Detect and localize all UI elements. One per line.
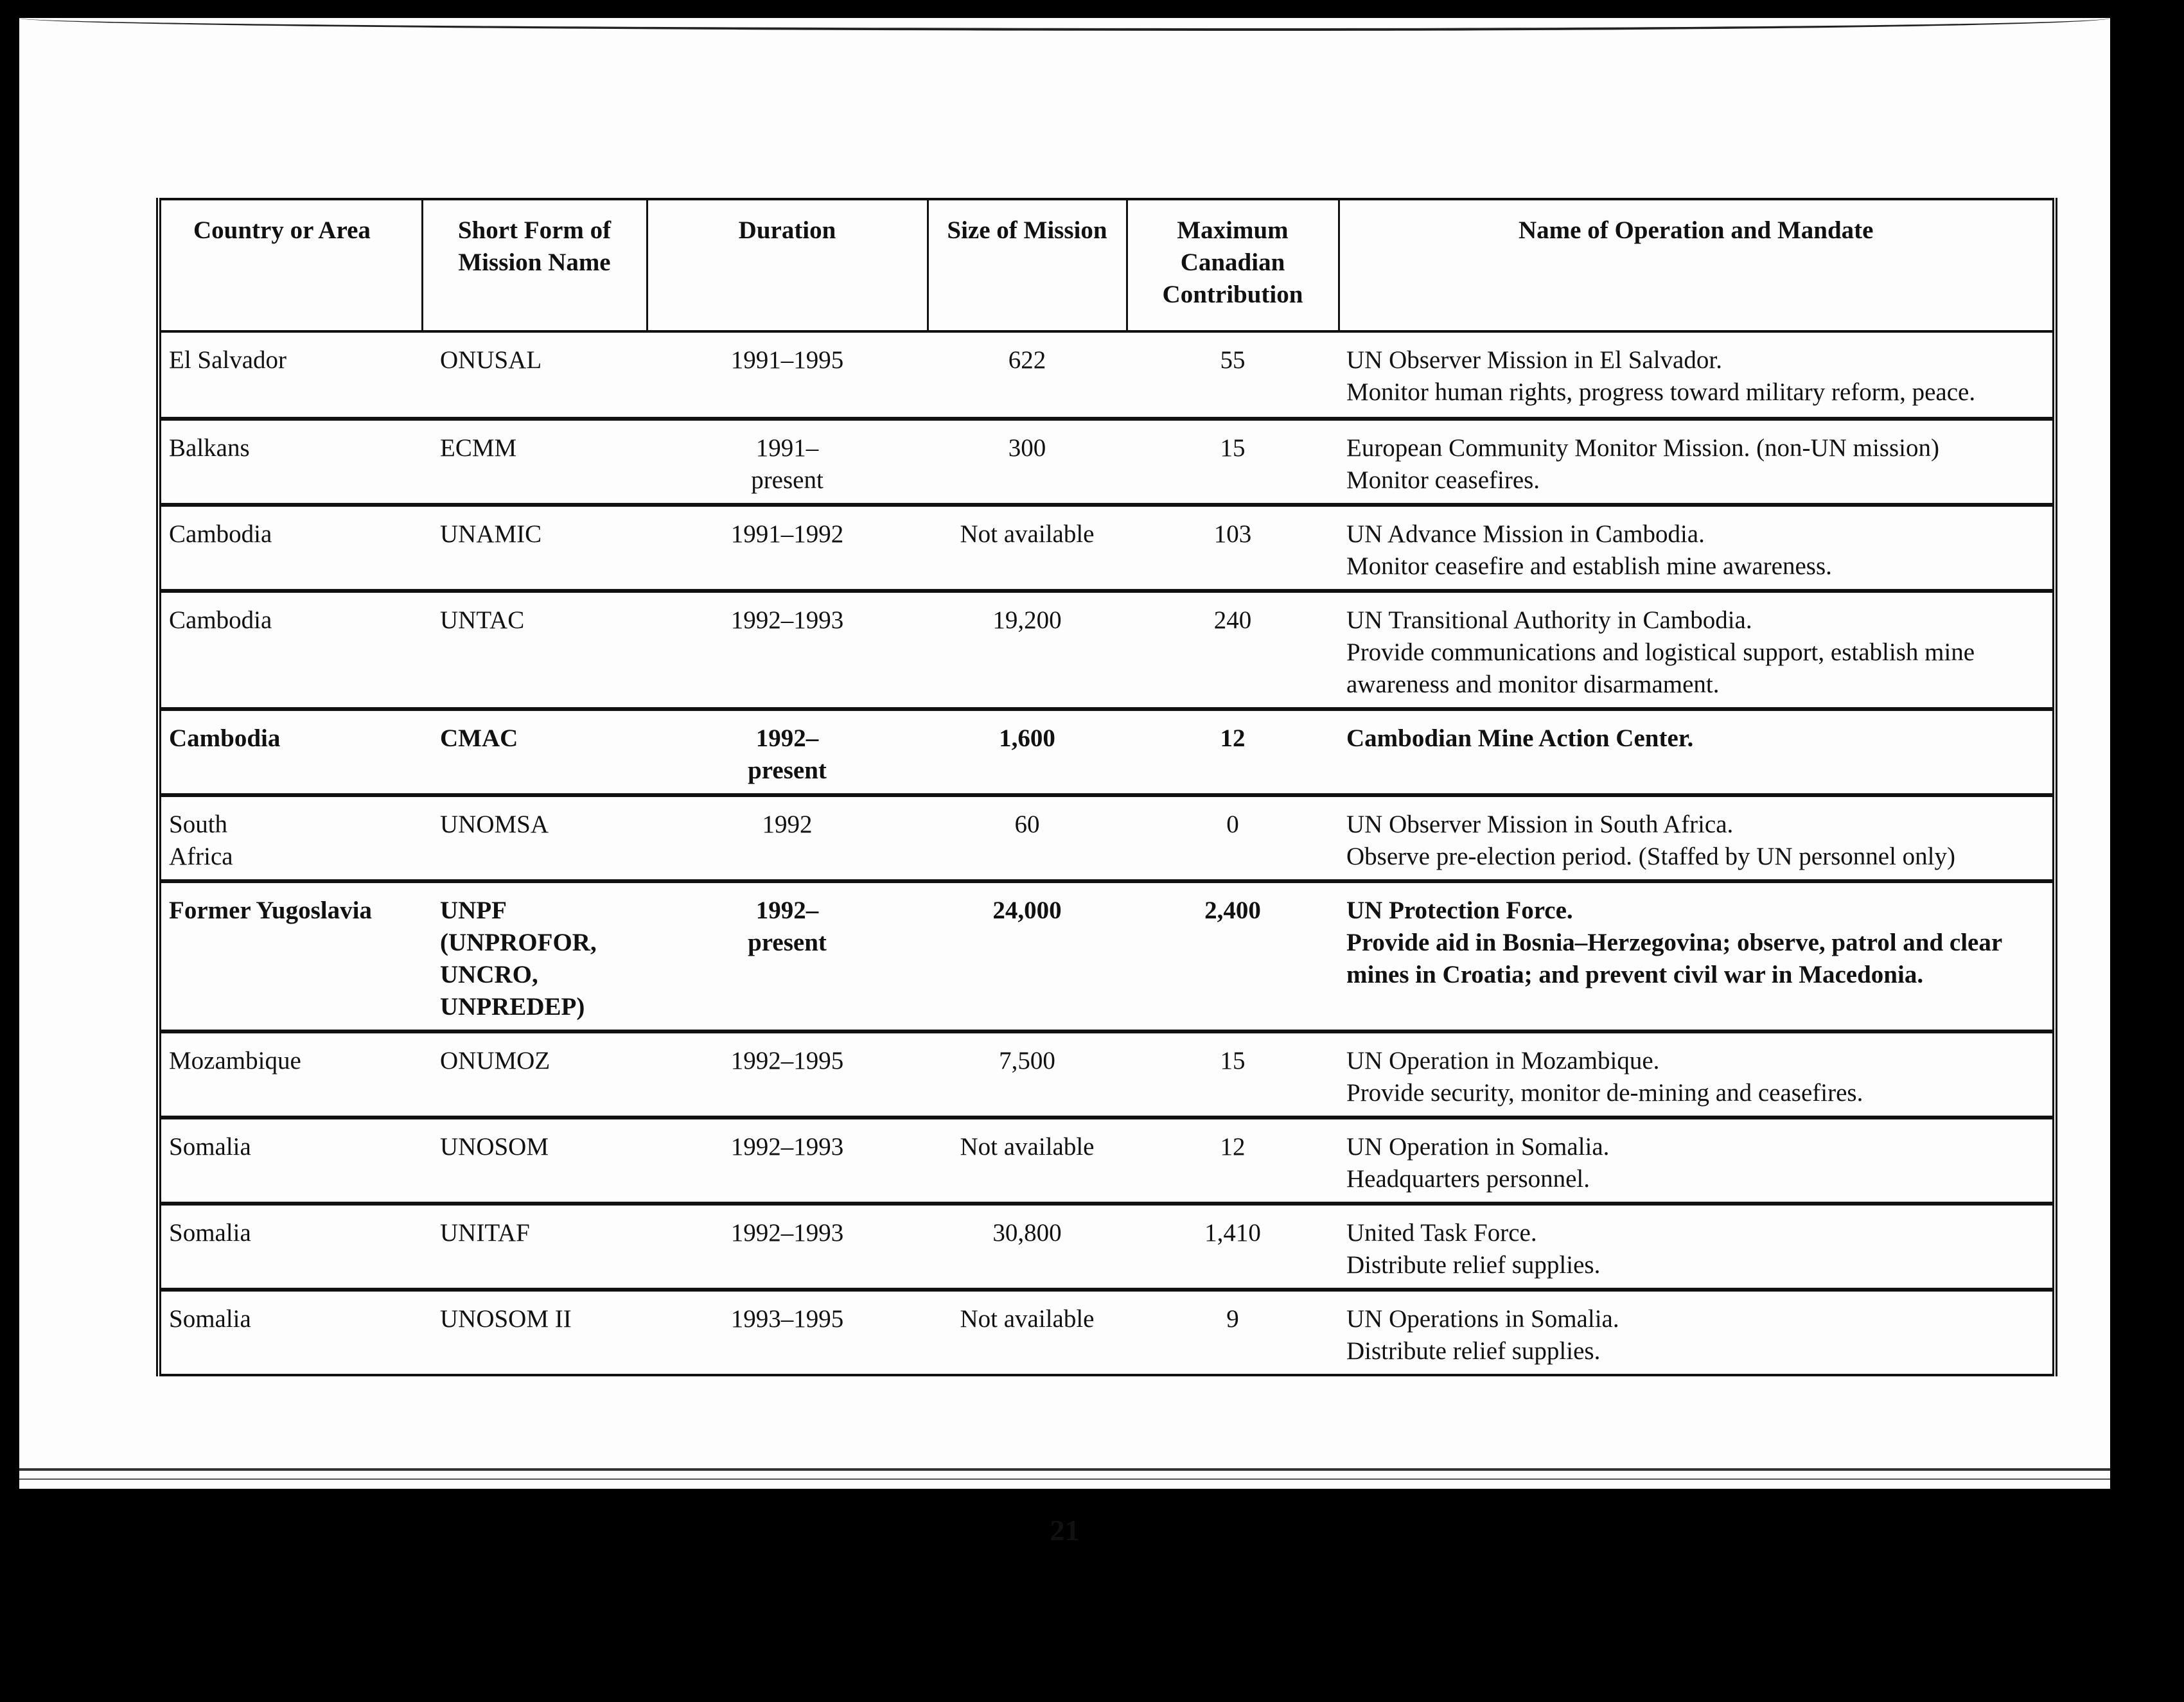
cell-duration: 1992 (762, 811, 813, 838)
operation-mandate: Monitor ceasefires. (1346, 466, 1540, 494)
table-row (159, 1031, 2055, 1118)
cell-duration: 1992–present (748, 897, 827, 956)
cell-short-form: UNOSOM (440, 1133, 549, 1161)
cell-duration: 1992–present (748, 724, 827, 784)
cell-duration: 1992–1993 (730, 1219, 844, 1247)
cell-country: Cambodia (169, 606, 272, 634)
cell-operation (1339, 1118, 2055, 1204)
cell-country: El Salvador (169, 346, 287, 374)
cell-max-contribution: 55 (1220, 346, 1246, 374)
operation-name: UN Observer Mission in El Salvador. (1346, 346, 1722, 374)
cell-operation (1339, 1290, 2055, 1375)
operation-name: UN Operations in Somalia. (1346, 1305, 1619, 1333)
cell-short-form: UNOMSA (440, 811, 549, 838)
page-bottom-edge (19, 1468, 2110, 1471)
cell-duration: 1991–present (751, 434, 823, 494)
operation-mandate: Monitor human rights, progress toward military reform, peace. (1346, 378, 1976, 406)
cell-short-form: CMAC (440, 724, 518, 752)
operation-name: UN Operation in Somalia. (1346, 1133, 1610, 1161)
operation-name: United Task Force. (1346, 1219, 1537, 1247)
cell-max-contribution: 9 (1226, 1305, 1239, 1333)
cell-country: Former Yugoslavia (169, 897, 372, 924)
cell-size: 19,200 (992, 606, 1062, 634)
cell-size: Not available (960, 1133, 1095, 1161)
table-row (159, 881, 2055, 1031)
cell-country: Cambodia (169, 724, 281, 752)
header-duration: Duration (647, 199, 928, 331)
document-page (19, 18, 2110, 1547)
table-row (159, 419, 2055, 505)
cell-max-contribution: 0 (1226, 811, 1239, 838)
operation-mandate: Provide communications and logistical support, establish mine awareness and monitor disarmament. (1346, 638, 1975, 698)
table-row (159, 591, 2055, 709)
table-row (159, 795, 2055, 881)
operation-name: European Community Monitor Mission. (non-UN mission) (1346, 434, 1939, 462)
cell-max-contribution: 2,400 (1204, 897, 1261, 924)
cell-country: Mozambique (169, 1047, 301, 1075)
cell-short-form: UNAMIC (440, 520, 542, 548)
cell-operation (1339, 1031, 2055, 1118)
cell-max-contribution: 15 (1220, 1047, 1246, 1075)
cell-size: 1,600 (999, 724, 1055, 752)
cell-country: Balkans (169, 434, 250, 462)
cell-country: South Africa (169, 811, 233, 870)
cell-size: Not available (960, 520, 1095, 548)
operation-mandate: Observe pre-election period. (Staffed by UN personnel only) (1346, 843, 1955, 870)
cell-duration: 1991–1992 (730, 520, 844, 548)
table-row (159, 1290, 2055, 1375)
cell-size: 24,000 (992, 897, 1062, 924)
table-row (159, 1118, 2055, 1204)
cell-size: Not available (960, 1305, 1095, 1333)
table-row (159, 505, 2055, 591)
cell-size: 300 (1008, 434, 1046, 462)
cell-short-form: UNOSOM II (440, 1305, 572, 1333)
cell-short-form: ECMM (440, 434, 517, 462)
cell-max-contribution: 240 (1213, 606, 1252, 634)
operation-mandate: Distribute relief supplies. (1346, 1251, 1601, 1279)
cell-max-contribution: 103 (1213, 520, 1252, 548)
page-number: 21 (1050, 1514, 1080, 1547)
cell-duration: 1992–1993 (730, 1133, 844, 1161)
cell-operation (1339, 419, 2055, 505)
cell-size: 30,800 (992, 1219, 1062, 1247)
cell-max-contribution: 12 (1220, 1133, 1246, 1161)
cell-size: 622 (1008, 346, 1046, 374)
cell-country: Somalia (169, 1305, 251, 1333)
cell-short-form: UNPF (UNPROFOR, UNCRO, UNPREDEP) (440, 897, 597, 1021)
cell-duration: 1992–1995 (730, 1047, 844, 1075)
cell-short-form: UNTAC (440, 606, 525, 634)
cell-operation (1339, 505, 2055, 591)
header-operation-mandate: Name of Operation and Mandate (1339, 199, 2055, 331)
cell-size: 60 (1014, 811, 1040, 838)
cell-country: Somalia (169, 1133, 251, 1161)
cell-country: Cambodia (169, 520, 272, 548)
header-short-form: Short Form of Mission Name (422, 199, 647, 331)
cell-duration: 1993–1995 (730, 1305, 844, 1333)
cell-size: 7,500 (999, 1047, 1055, 1075)
header-max-contribution: Maximum Canadian Contribution (1127, 199, 1339, 331)
header-size: Size of Mission (928, 199, 1127, 331)
table-row (159, 709, 2055, 795)
cell-short-form: UNITAF (440, 1219, 530, 1247)
page-top-edge (19, 18, 2110, 31)
operation-name: UN Advance Mission in Cambodia. (1346, 520, 1705, 548)
operation-mandate: Provide aid in Bosnia–Herzegovina; observe, patrol and clear mines in Croatia; and prevent civil war in Macedonia. (1346, 929, 2002, 988)
cell-duration: 1992–1993 (730, 606, 844, 634)
cell-country: Somalia (169, 1219, 251, 1247)
table-row (159, 1204, 2055, 1290)
header-country: Country or Area (159, 199, 422, 331)
cell-short-form: ONUMOZ (440, 1047, 550, 1075)
cell-operation (1339, 1204, 2055, 1290)
cell-max-contribution: 1,410 (1204, 1219, 1261, 1247)
operation-name: UN Transitional Authority in Cambodia. (1346, 606, 1752, 634)
cell-operation (1339, 795, 2055, 881)
cell-short-form: ONUSAL (440, 346, 542, 374)
table-header-row (159, 199, 2055, 331)
cell-operation (1339, 881, 2055, 1031)
cell-max-contribution: 12 (1220, 724, 1246, 752)
operation-name: UN Protection Force. (1346, 897, 1573, 924)
operation-name: Cambodian Mine Action Center. (1346, 724, 1694, 752)
operation-mandate: Distribute relief supplies. (1346, 1337, 1601, 1365)
page-bottom-edge-inner (19, 1478, 2110, 1480)
cell-operation (1339, 331, 2055, 419)
cell-duration: 1991–1995 (730, 346, 844, 374)
operation-mandate: Provide security, monitor de-mining and ceasefires. (1346, 1079, 1863, 1107)
operation-name: UN Observer Mission in South Africa. (1346, 811, 1734, 838)
cell-operation (1339, 591, 2055, 709)
peacekeeping-missions-table (156, 198, 2057, 1376)
table-row (159, 331, 2055, 419)
operation-mandate: Headquarters personnel. (1346, 1165, 1590, 1193)
operation-mandate: Monitor ceasefire and establish mine awareness. (1346, 552, 1832, 580)
cell-max-contribution: 15 (1220, 434, 1246, 462)
operation-name: UN Operation in Mozambique. (1346, 1047, 1660, 1075)
cell-operation (1339, 709, 2055, 795)
